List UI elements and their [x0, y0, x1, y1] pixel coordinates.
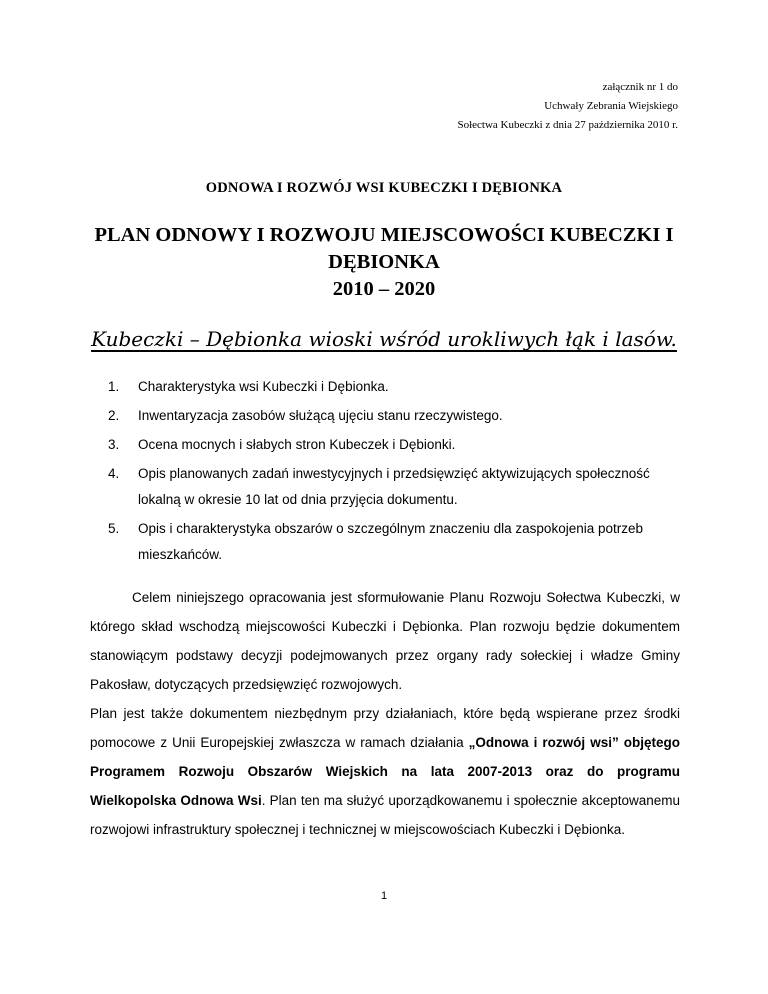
attachment-line-1: załącznik nr 1 do [602, 81, 678, 93]
list-text: Ocena mocnych i słabych stron Kubeczek i Dębionki. [138, 437, 456, 452]
paragraph-2-intro: Plan jest także dokumentem niezbędnym przy działaniach, które będą wspierane przez środki pomocowe z Unii Europejskiej zwłaszcza w ramach działania [90, 706, 680, 750]
title-line-3: 2010 – 2020 [332, 278, 436, 300]
list-item [108, 374, 688, 400]
body-text [90, 583, 680, 844]
page-number: 1 [380, 890, 388, 902]
list-number: 4. [108, 466, 120, 481]
list-number: 2. [108, 408, 120, 423]
paragraph-2 [90, 699, 680, 844]
paragraph-2-end: . Plan ten ma służyć uporządkowanemu i społecznie akceptowanemu rozwojowi infrastruktury społecznej i technicznej w miejscowościach Kubeczki i Dębionka. [90, 793, 680, 837]
list-item [108, 403, 688, 429]
list-number: 3. [108, 437, 120, 452]
program-name-bold: „Odnowa i rozwój wsi” objętego Programem Rozwoju Obszarów Wiejskich na lata 2007-2013 oraz do programu Wielkopolska Odnowa Wsi [90, 735, 680, 808]
list-text: Opis i charakterystyka obszarów o szczególnym znaczeniu dla zaspokojenia potrzeb mieszkańców. [138, 521, 643, 562]
list-item [108, 432, 688, 458]
list-number: 1. [108, 379, 120, 394]
list-number: 5. [108, 521, 120, 536]
attachment-line-3: Sołectwa Kubeczki z dnia 27 października 2010 r. [457, 119, 678, 131]
paragraph-1: Celem niniejszego opracowania jest sformułowanie Planu Rozwoju Sołectwa Kubeczki, w którego skład wschodzą miejscowości Kubeczki i Dębionka. Plan rozwoju będzie dokumentem stanowiącym podstawy decyzji podejmowanych przez organy rady sołeckiej i władze Gminy Pakosław, dotyczących przedsięwzięć rozwojowych. [90, 590, 680, 692]
list-text: Opis planowanych zadań inwestycyjnych i przedsięwzięć aktywizujących społeczność lokalną w okresie 10 lat od dnia przyjęcia dokumentu. [138, 466, 650, 507]
title-line-1: PLAN ODNOWY I ROZWOJU MIEJSCOWOŚCI KUBECZKI I [94, 224, 674, 246]
list-item [108, 461, 688, 513]
contents-list [108, 374, 688, 571]
document-title [60, 222, 708, 303]
attachment-note [348, 78, 678, 135]
document-subtitle: ODNOWA I ROZWÓJ WSI KUBECZKI I DĘBIONKA [205, 180, 563, 196]
list-text: Charakterystyka wsi Kubeczki i Dębionka. [138, 379, 389, 394]
attachment-line-2: Uchwały Zebrania Wiejskiego [544, 100, 678, 112]
title-line-2: DĘBIONKA [328, 251, 440, 273]
list-item [108, 516, 688, 568]
motto-heading: Kubeczki – Dębionka wioski wśród urokliwych łąk i lasów. [91, 327, 677, 351]
list-text: Inwentaryzacja zasobów służącą ujęciu stanu rzeczywistego. [138, 408, 503, 423]
